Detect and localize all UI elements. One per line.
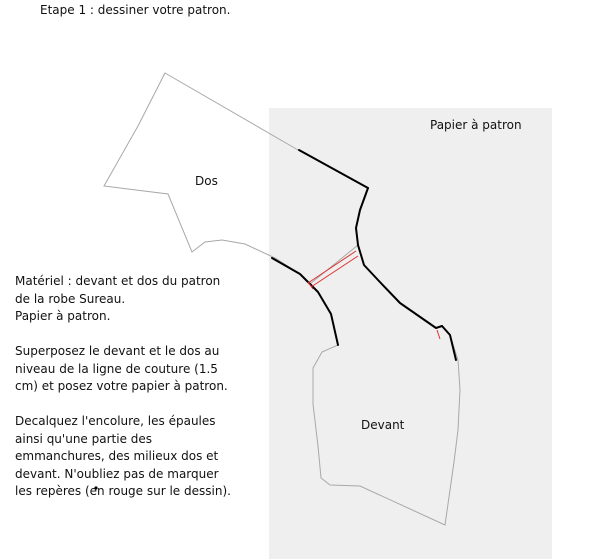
- dos-label: Dos: [195, 174, 218, 188]
- materials-text: Matériel : devant et dos du patron de la robe Sureau. Papier à patron.: [15, 274, 221, 323]
- red-markers: [308, 251, 440, 339]
- dos-shoulder-traced-line: [299, 150, 368, 188]
- instructions-block: [15, 273, 265, 518]
- traced-lines: [272, 150, 456, 360]
- dos-armhole-traced-line: [356, 188, 368, 245]
- overlay-instruction-text: Superposez le devant et le dos au niveau de la ligne de couture (1.5 cm) et posez votre papier à patron.: [15, 344, 228, 393]
- trace-instruction-text: Decalquez l'encolure, les épaules ainsi qu'une partie des emmanchures, des milieux dos et devant. N'oubliez pas de marquer les repères (en rouge sur le dessin).: [15, 414, 231, 498]
- marker-line-1: [308, 251, 356, 283]
- marker-notch-devant: [437, 330, 440, 339]
- devant-neckline-traced-line: [358, 245, 442, 328]
- step-title: Etape 1 : dessiner votre patron.: [40, 3, 231, 17]
- paper-label: Papier à patron: [430, 118, 522, 132]
- dos-piece-outline: [104, 73, 368, 284]
- marker-line-2: [311, 256, 358, 287]
- devant-center-traced-line: [442, 326, 456, 360]
- devant-piece-outline: [272, 245, 460, 525]
- devant-label: Devant: [361, 418, 405, 432]
- devant-armhole-traced-line: [272, 258, 338, 345]
